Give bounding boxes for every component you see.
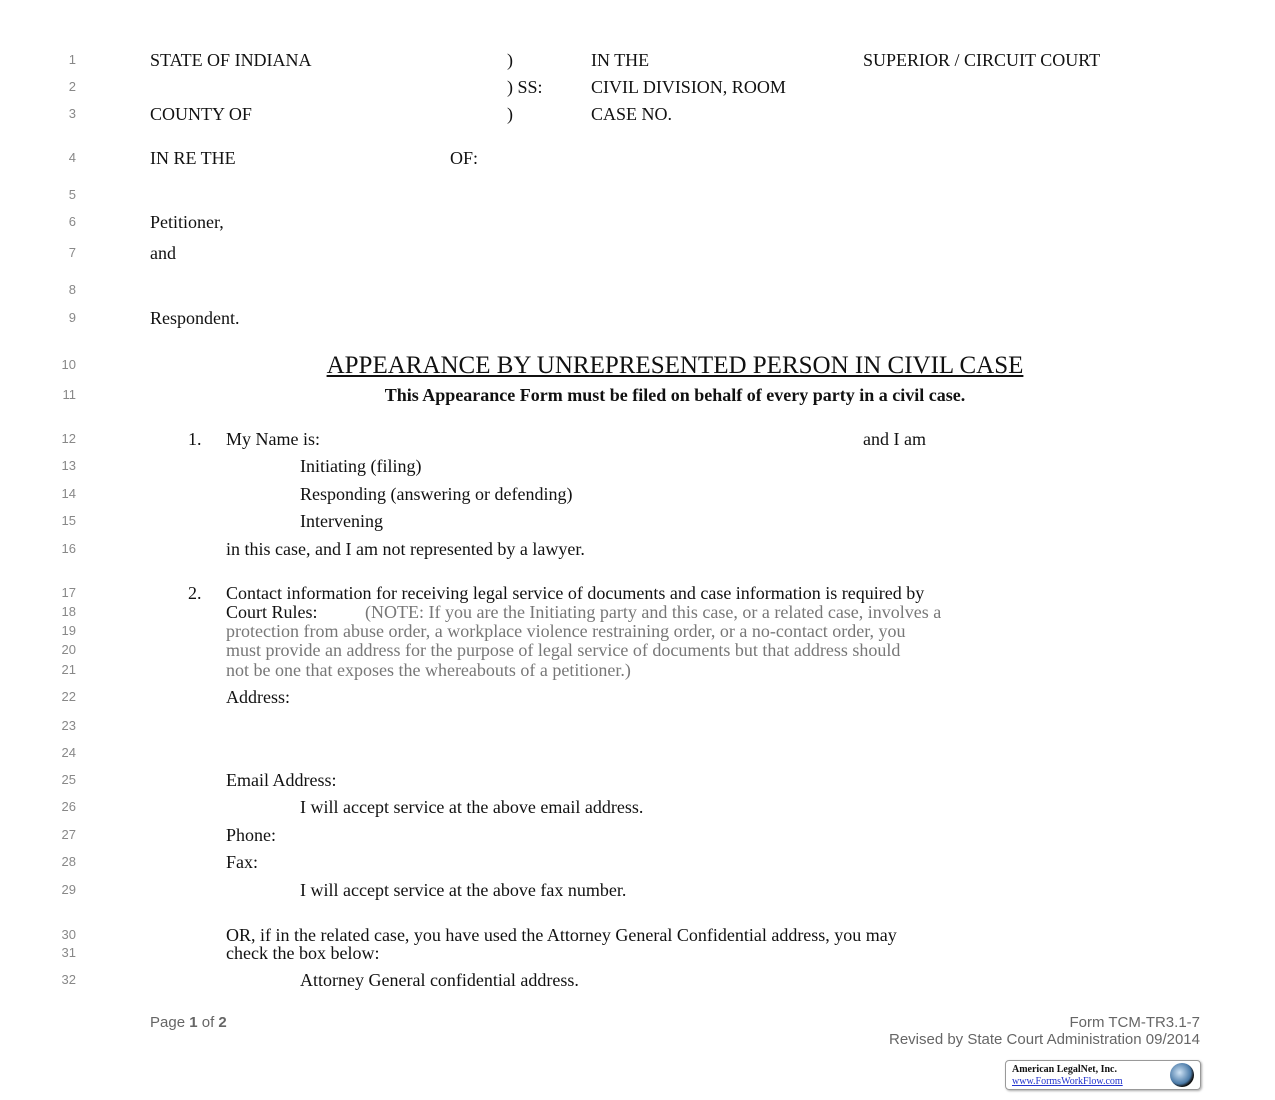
- line-number: 17: [61, 585, 76, 600]
- line-number: 30: [61, 927, 76, 942]
- form-subtitle: This Appearance Form must be filed on behalf of every party in a civil case.: [384, 385, 966, 405]
- line-number: 3: [68, 106, 76, 121]
- fax-label: Fax:: [226, 852, 259, 872]
- globe-icon: [1170, 1063, 1194, 1087]
- name-label: My Name is:: [226, 429, 320, 449]
- court-label: SUPERIOR / CIRCUIT COURT: [863, 50, 1101, 70]
- line-number: 28: [61, 854, 76, 869]
- ag-address-option[interactable]: Attorney General confidential address.: [300, 970, 579, 990]
- line-number: 9: [68, 310, 76, 325]
- email-label: Email Address:: [226, 770, 337, 790]
- line-number: 31: [61, 945, 76, 960]
- line-number: 24: [61, 745, 76, 760]
- line-number: 26: [61, 799, 76, 814]
- line-number: 25: [61, 772, 76, 787]
- line-number: 4: [68, 150, 76, 165]
- legalnet-logo[interactable]: American LegalNet, Inc. www.FormsWorkFlow.com: [1005, 1060, 1201, 1090]
- ss-label: ) SS:: [507, 77, 543, 97]
- item-number: 2.: [188, 583, 202, 603]
- option-responding[interactable]: Responding (answering or defending): [300, 484, 573, 504]
- representation-statement: in this case, and I am not represented by a lawyer.: [226, 539, 585, 559]
- of-label: OF:: [450, 148, 479, 168]
- note-text: not be one that exposes the whereabouts of a petitioner.): [226, 660, 631, 680]
- address-label: Address:: [226, 687, 290, 707]
- note-text: (NOTE: If you are the Initiating party and this case, or a related case, involves a: [365, 602, 942, 622]
- line-number: 2: [68, 79, 76, 94]
- case-no-label: CASE NO.: [591, 104, 673, 124]
- page-indicator: Page 1 of 2: [150, 1014, 227, 1031]
- item-number: 1.: [188, 429, 202, 449]
- line-number: 1: [68, 52, 76, 67]
- line-number: 12: [61, 431, 76, 446]
- line-number: 13: [61, 458, 76, 473]
- petitioner-label: Petitioner,: [150, 212, 224, 232]
- line-number: 27: [61, 827, 76, 842]
- email-accept-option[interactable]: I will accept service at the above email address.: [300, 797, 644, 817]
- line-number: 21: [61, 662, 76, 677]
- logo-link[interactable]: www.FormsWorkFlow.com: [1012, 1076, 1123, 1087]
- line-number: 6: [68, 214, 76, 229]
- contact-info-text: Contact information for receiving legal service of documents and case information is required by: [226, 583, 925, 603]
- line-number: 16: [61, 541, 76, 556]
- line-number: 8: [68, 282, 76, 297]
- line-number: 18: [61, 604, 76, 619]
- line-number: 15: [61, 513, 76, 528]
- line-number: 32: [61, 972, 76, 987]
- paren: ): [507, 50, 513, 70]
- line-number: 19: [61, 623, 76, 638]
- form-title: APPEARANCE BY UNREPRESENTED PERSON IN CIVIL CASE: [326, 352, 1024, 379]
- line-number: 14: [61, 486, 76, 501]
- court-rules-label: Court Rules:: [226, 602, 318, 622]
- note-text: protection from abuse order, a workplace violence restraining order, or a no-contact order, you: [226, 621, 906, 641]
- division-label: CIVIL DIVISION, ROOM: [591, 77, 786, 97]
- line-number: 11: [62, 387, 76, 402]
- line-number: 23: [61, 718, 76, 733]
- in-re-label: IN RE THE: [150, 148, 236, 168]
- line-number: 22: [61, 689, 76, 704]
- and-label: and: [150, 243, 176, 263]
- and-i-am-label: and I am: [863, 429, 926, 449]
- form-number: Form TCM-TR3.1-7: [1069, 1014, 1200, 1031]
- paren: ): [507, 104, 513, 124]
- state-label: STATE OF INDIANA: [150, 50, 312, 70]
- county-label: COUNTY OF: [150, 104, 252, 124]
- ag-instructions: check the box below:: [226, 943, 380, 963]
- line-number: 7: [68, 245, 76, 260]
- option-initiating[interactable]: Initiating (filing): [300, 456, 422, 476]
- line-number: 29: [61, 882, 76, 897]
- line-number: 10: [61, 357, 76, 372]
- line-number: 5: [68, 187, 76, 202]
- ag-instructions: OR, if in the related case, you have used the Attorney General Confidential address, you may: [226, 925, 897, 945]
- fax-accept-option[interactable]: I will accept service at the above fax number.: [300, 880, 627, 900]
- respondent-label: Respondent.: [150, 308, 240, 328]
- note-text: must provide an address for the purpose of legal service of documents but that address should: [226, 640, 901, 660]
- in-the-label: IN THE: [591, 50, 650, 70]
- line-number: 20: [61, 642, 76, 657]
- phone-label: Phone:: [226, 825, 277, 845]
- revision-note: Revised by State Court Administration 09/2014: [888, 1031, 1200, 1048]
- option-intervening[interactable]: Intervening: [300, 511, 383, 531]
